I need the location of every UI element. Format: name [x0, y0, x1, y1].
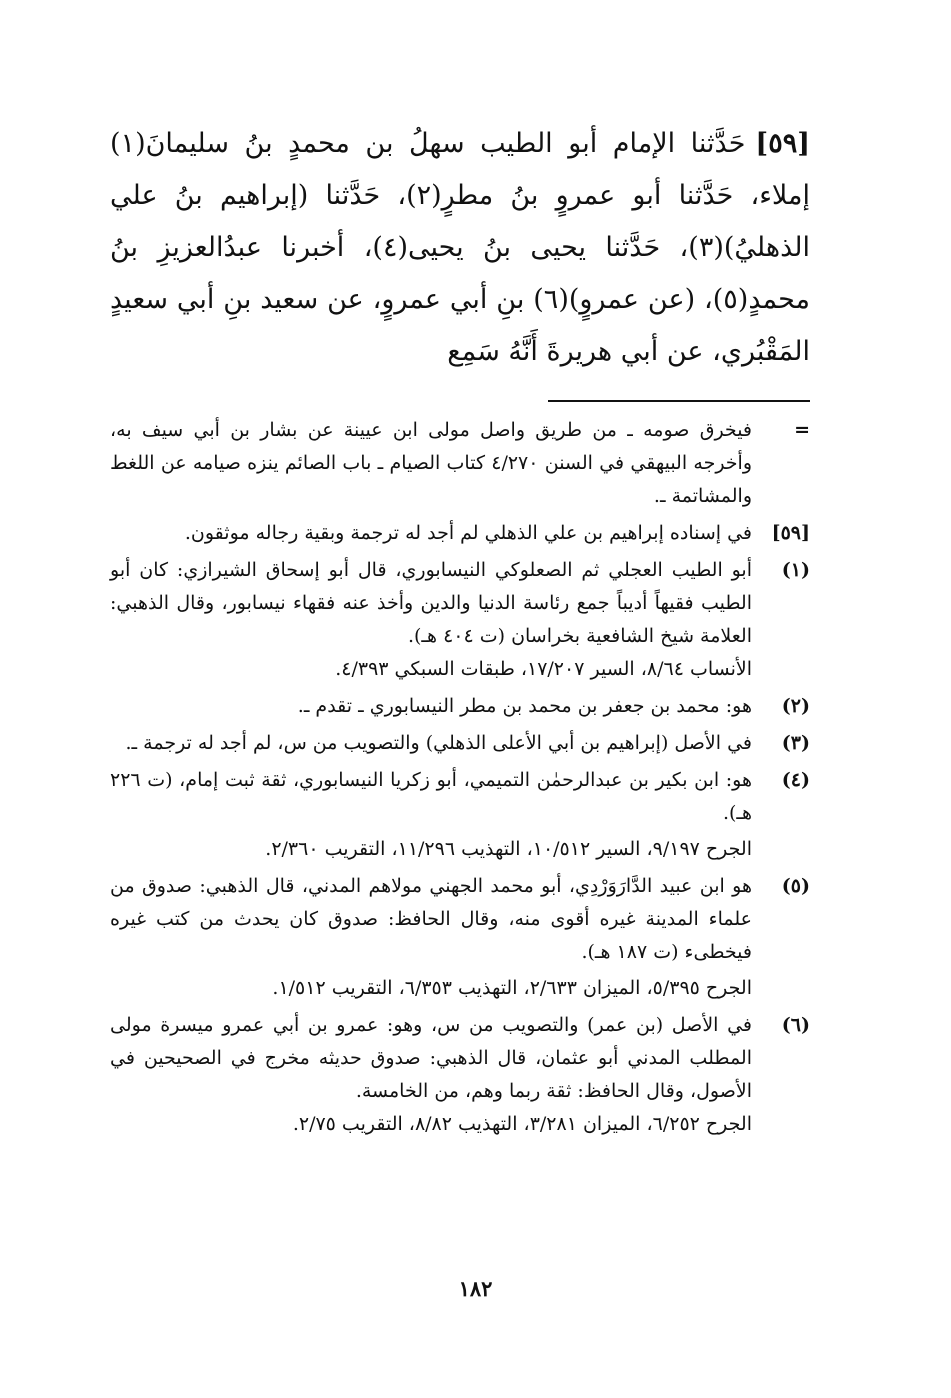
footnote-body	[110, 870, 752, 1005]
footnote-body	[110, 414, 752, 513]
footnote-divider	[548, 400, 810, 402]
hadith-line: حَدَّثنا أبو عمروٍ بنُ مطرٍ(٢)، حَدَّثنا (إبراهيم بنُ علي الذهليُ)(٣)، حَدَّثنا	[110, 180, 810, 263]
footnote-marker: (٣)	[781, 732, 810, 754]
footnote-marker: (٢)	[781, 695, 810, 717]
footnote-marker: (١)	[781, 559, 810, 581]
footnote-marker: [٥٩]	[771, 522, 810, 544]
footnote-line: صيامه عن اللغط والمشاتمة ـ.	[110, 452, 752, 507]
footnote	[110, 554, 810, 686]
footnote	[110, 1009, 810, 1141]
footnote-body	[110, 690, 752, 723]
footnote-line: نيسابور، وقال الذهبي: العلامة شيخ الشافعية بخراسان (ت ٤٠٤ هـ).	[110, 592, 752, 647]
footnote-body	[110, 554, 752, 686]
page-number: ١٨٢	[458, 1276, 493, 1301]
hadith-line: أبي عمروٍ، عن سعيد بنِ أبي سعيدٍ المَقْبُري، عن أبي هريرةَ أَنَّهُ سَمِع	[110, 284, 810, 367]
footnote-body	[110, 764, 752, 866]
hadith-text	[110, 118, 810, 378]
footnote-line: مولى المطلب المدني أبو عثمان، قال الذهبي: صدوق حديثه مخرج في	[110, 1014, 752, 1069]
footnote-body	[110, 727, 752, 760]
footnote-marker: (٥)	[781, 875, 810, 897]
footnote-line: الصحيحين في الأصول، وقال الحافظ: ثقة ربما وهم، من الخامسة.	[110, 1047, 752, 1102]
footnote	[110, 517, 810, 550]
footnote-line: أبو الطيب العجلي ثم الصعلوكي النيسابوري، قال أبو إسحاق الشيرازي:	[176, 559, 752, 581]
hadith-number: [٥٩]	[755, 128, 810, 159]
footnote-line: هو ابن عبيد الدَّارَوَرْدِي، أبو محمد الجهني مولاهم المدني، قال	[265, 875, 752, 897]
footnote-marker: (٤)	[781, 769, 810, 791]
footnote-body	[110, 1009, 752, 1141]
footnote-line: هو: ابن بكير بن عبدالرحمٰن التميمي، أبو زكريا النيسابوري، ثقة ثبت	[224, 769, 753, 791]
footnotes	[110, 414, 810, 1141]
page-content	[110, 118, 810, 1145]
footnote-references	[110, 972, 752, 1005]
footnote	[110, 690, 810, 723]
footnote	[110, 414, 810, 513]
footnote-line: في الأصل (بن عمر) والتصويب من س، وهو: عمرو بن أبي عمرو ميسرة	[160, 1014, 752, 1036]
footnote-line: به، وأخرجه البيهقي في السنن ٤/٢٧٠ كتاب الصيام ـ باب الصائم ينزه	[110, 419, 752, 474]
footnote-marker: (٦)	[781, 1014, 810, 1036]
footnote-line: هو: محمد بن جعفر بن محمد بن مطر النيسابوري ـ تقدم ـ.	[297, 695, 752, 717]
footnote-line: الذهبي: صدوق من علماء المدينة غيره أقوى منه، وقال الحافظ: صدوق	[110, 875, 753, 930]
footnote-references: الجرح ٦/٢٥٢، الميزان ٣/٢٨١، التهذيب ٨/٨٢، التقريب ٢/٧٥.	[292, 1113, 752, 1135]
footnote-references	[110, 833, 752, 866]
footnote-line: كان أبو الطيب فقيهاً أديباً جمع رئاسة الدنيا والدين وأخذ عنه فقهاء	[110, 559, 752, 614]
footnote-line: فيخرق صومه ـ من طريق واصل مولى ابن عيينة عن بشار بن أبي سيف	[141, 419, 753, 441]
footnote-line: كان يحدث من كتب غيره فيخطىء (ت ١٨٧ هـ).	[110, 908, 752, 963]
hadith-line: يحيى بنُ يحيى(٤)، أخبرنا عبدُالعزيزِ بنُ محمدٍ(٥)، (عن عمروٍ)(٦) بنِ	[110, 232, 810, 315]
footnote-line: إمام، (ت ٢٢٦ هـ).	[110, 769, 752, 824]
footnote	[110, 870, 810, 1005]
footnote-references: الأنساب ٨/٦٤، السير ١٧/٢٠٧، طبقات السبكي ٤/٣٩٣.	[335, 658, 752, 680]
footnote-line: ترجمة ـ.	[125, 732, 192, 754]
footnote-marker: =	[794, 419, 810, 441]
footnote-line: في الأصل (إبراهيم بن أبي الأعلى الذهلي) والتصويب من س، لم أجد له	[197, 732, 752, 754]
footnote-line: الجرح ٥/٣٩٥، الميزان ٢/٦٣٣، التهذيب ٦/٣٥٣، التقريب ١/٥١٢.	[272, 977, 752, 999]
footnote	[110, 764, 810, 866]
footnote-body	[110, 517, 752, 550]
footnote-line: الجرح ٩/١٩٧، السير ١٠/٥١٢، التهذيب ١١/٢٩٦، التقريب	[324, 838, 752, 860]
footnote-line: في إسناده إبراهيم بن علي الذهلي لم أجد له ترجمة وبقية رجاله موثقون.	[184, 522, 752, 544]
footnote-line: ٢/٣٦٠.	[265, 838, 319, 860]
hadith-line: حَدَّثنا الإمام أبو الطيب سهلُ بن محمدٍ بنُ سليمانَ(١) إملاء،	[110, 128, 810, 211]
footnote	[110, 727, 810, 760]
